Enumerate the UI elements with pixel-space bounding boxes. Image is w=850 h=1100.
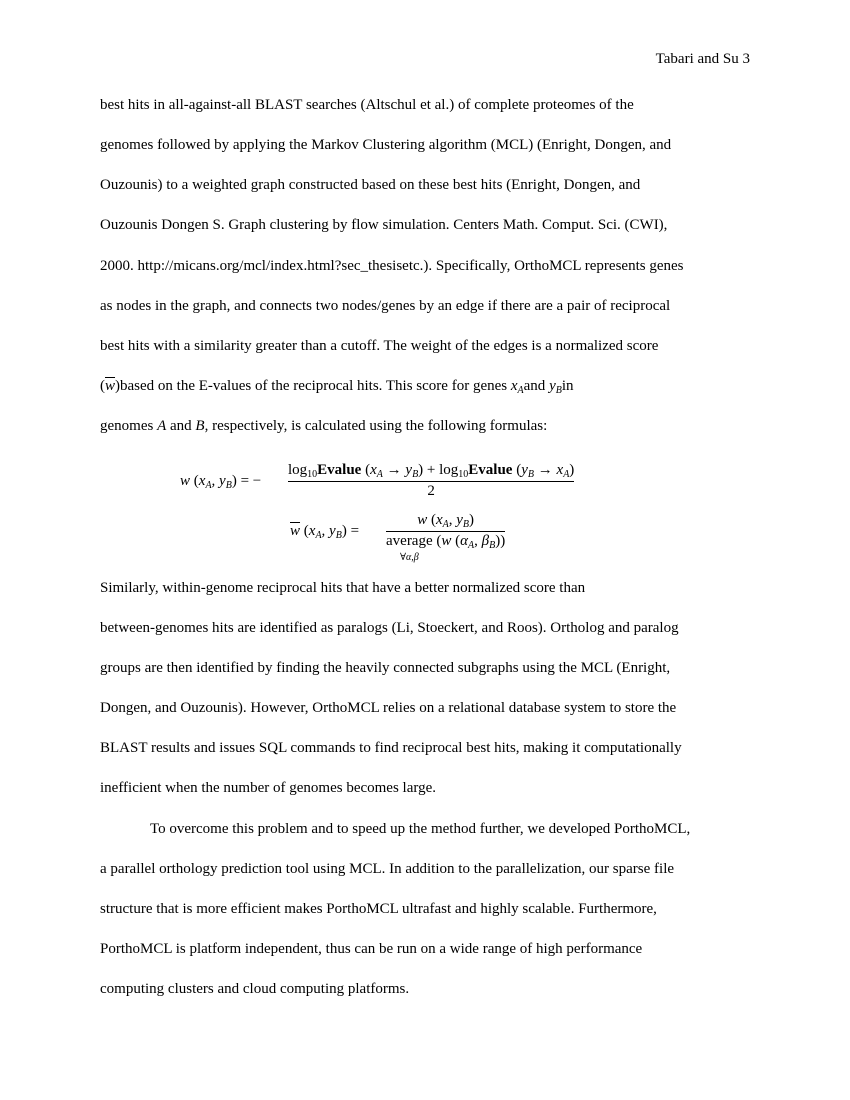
equation-1-fraction bbox=[288, 462, 574, 500]
genome-b: B bbox=[195, 418, 205, 434]
equation-2-fraction bbox=[386, 512, 505, 550]
paragraph1-line-6: as nodes in the graph, and connects two nodes/genes by an edge if there are a pair of reciprocal bbox=[100, 298, 671, 314]
equation-2-numerator: w ($x_A$, $y_B$) bbox=[417, 512, 475, 530]
paren-open: ( bbox=[100, 378, 105, 394]
paragraph1-line-3: Ouzounis) to a weighted graph constructed based on these best hits (Enright, Dongen, and bbox=[100, 177, 641, 193]
paragraph3-line-3: structure that is more efficient makes PorthoMCL ultrafast and highly scalable. Furthermore, bbox=[100, 901, 657, 917]
equation-1-lhs: w ($x_A$, $y_B$) = − bbox=[180, 473, 262, 491]
paragraph1-line-7: best hits with a similarity greater than a cutoff. The weight of the edges is a normalized score bbox=[100, 338, 659, 354]
equation-2-denominator: average (w ($\alpha_A$, $\beta_B$)) bbox=[386, 533, 506, 551]
paragraph1-line-9 bbox=[100, 416, 547, 436]
paragraph1-line-4: Ouzounis Dongen S. Graph clustering by flow simulation. Centers Math. Comput. Sci. (CWI), bbox=[100, 217, 668, 233]
b-subscript: B bbox=[555, 385, 562, 396]
running-head: Tabari and Su 3 bbox=[655, 51, 750, 67]
genome-a: A bbox=[157, 418, 167, 434]
paragraph2-line-4: Dongen, and Ouzounis). However, OrthoMCL relies on a relational database system to store the bbox=[100, 700, 677, 716]
paragraph3-line-2: a parallel orthology prediction tool using MCL. In addition to the parallelization, our sparse file bbox=[100, 861, 675, 877]
equation-2-under-subscript: ∀α,β bbox=[400, 552, 419, 563]
paragraph2-line-3: groups are then identified by finding the heavily connected subgraphs using the MCL (Enright, bbox=[100, 660, 671, 676]
y-var: y bbox=[549, 378, 556, 394]
paragraph3-line-4: PorthoMCL is platform independent, thus can be run on a wide range of high performance bbox=[100, 941, 643, 957]
equation-2-lhs: $\overline{w}$ ($x_A$, $y_B$) = bbox=[290, 523, 360, 541]
xa-symbol bbox=[511, 378, 524, 394]
line9-text: , respectively, is calculated using the following formulas: bbox=[204, 418, 548, 434]
equation-2 bbox=[290, 512, 550, 568]
equation-1-denominator: 2 bbox=[427, 483, 435, 499]
paragraph1-line-2: genomes followed by applying the Markov Clustering algorithm (MCL) (Enright, Dongen, and bbox=[100, 137, 672, 153]
paragraph2-line-5: BLAST results and issues SQL commands to find reciprocal best hits, making it computationally bbox=[100, 740, 682, 756]
and-word-2: and bbox=[166, 418, 196, 434]
w-bar-symbol: $\overline{w}$ bbox=[105, 378, 116, 394]
paragraph2-line-2: between-genomes hits are identified as paralogs (Li, Stoeckert, and Roos). Ortholog and paralog bbox=[100, 620, 679, 636]
in-word: in bbox=[561, 378, 574, 394]
paragraph1-line-8 bbox=[100, 376, 574, 396]
paragraph1-line-5: 2000. http://micans.org/mcl/index.html?sec_thesisetc.). Specifically, OrthoMCL represents genes bbox=[100, 258, 684, 274]
and-word: and bbox=[523, 378, 550, 394]
paragraph1-line-1: best hits in all-against-all BLAST searches (Altschul et al.) of complete proteomes of the bbox=[100, 97, 634, 113]
x-var: x bbox=[510, 378, 518, 394]
paragraph3-line-1: To overcome this problem and to speed up the method further, we developed PorthoMCL, bbox=[150, 821, 691, 837]
a-subscript: A bbox=[517, 385, 524, 396]
paragraph3-line-5: computing clusters and cloud computing platforms. bbox=[100, 981, 410, 997]
genomes-word: genomes bbox=[100, 418, 158, 434]
paragraph2-line-6: inefficient when the number of genomes becomes large. bbox=[100, 780, 436, 796]
paragraph2-line-1: Similarly, within-genome reciprocal hits that have a better normalized score than bbox=[100, 580, 586, 596]
line8-text: )based on the E-values of the reciprocal hits. This score for genes bbox=[115, 378, 511, 394]
equation-1-numerator: $\log_{10}Evalue$ $(x_A \to y_B)$ + $\log_{10}Evalue$ $(y_B \to x_A)$ bbox=[288, 462, 575, 480]
yb-symbol bbox=[549, 378, 562, 394]
equation-1 bbox=[180, 462, 650, 508]
